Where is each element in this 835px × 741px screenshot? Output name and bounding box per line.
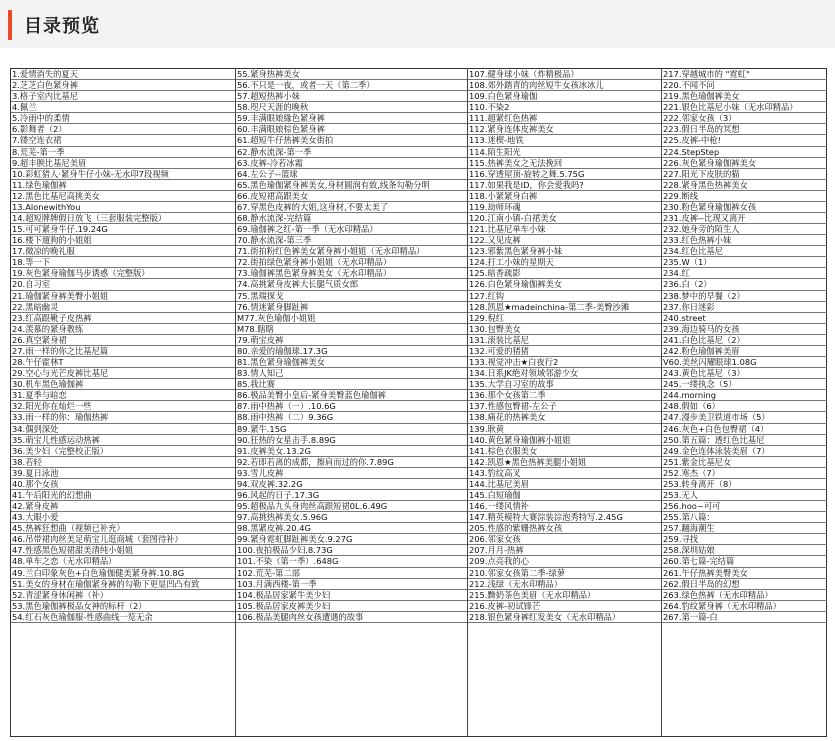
- page-title: 目录预览: [24, 16, 100, 37]
- catalog-entry: 23.红高跟靴子皮热裤: [11, 313, 235, 324]
- catalog-entry: 88.雨中热裤（二）9.36G: [236, 412, 468, 423]
- catalog-entry: 1.爱情消失的夏天: [11, 69, 235, 80]
- catalog-column-2: [235, 69, 468, 736]
- catalog-entry: 51.美女的身材在瑜伽紧身裤的勾勒下更显凹凸有致: [11, 579, 235, 590]
- catalog-entry: 209.点亮我的心: [468, 556, 662, 567]
- catalog-entry: 127.红钩: [468, 291, 662, 302]
- catalog-entry: 70.静水流深-第三季: [236, 235, 468, 246]
- catalog-entry: 227.阳光下皮肤的猫: [662, 169, 827, 180]
- catalog-entry: 66.皮短裙高跟美女: [236, 191, 468, 202]
- catalog-entry: 67.穿黑色皮裤的大姐,这身材,不要太美了: [236, 202, 468, 213]
- catalog-entry: 130.包臀美女: [468, 324, 662, 335]
- catalog-entry: 100.夜拍极品少妇.8.73G: [236, 545, 468, 556]
- catalog-entry: 225.皮裤-中枪!: [662, 135, 827, 146]
- catalog-entry: 212.浅绿（无水印精品）: [468, 579, 662, 590]
- catalog-entry: 147.精英模特大赛淙装淙泡秀特写.2.45G: [468, 512, 662, 523]
- catalog-entry: 21.瑜伽紧身裤美臀小姐姐: [11, 291, 235, 302]
- catalog-entry: 132.可爱的猪猪: [468, 346, 662, 357]
- catalog-entry: 55.紧身热裤美女: [236, 69, 468, 80]
- catalog-entry: 263.绿色热裤（无水印精品）: [662, 590, 827, 601]
- catalog-entry: 247.漫步美卫铁道市场（5）: [662, 412, 827, 423]
- catalog-entry: 239.海边骑马的女孩: [662, 324, 827, 335]
- catalog-entry: 16.楼下遛狗的小姐姐: [11, 235, 235, 246]
- catalog-entry: 128.凯恩★madeinchina-第二季-美臀沙滩: [468, 302, 662, 313]
- catalog-entry: 115.热裤美女之无法挽回: [468, 158, 662, 169]
- catalog-entry: 234.红色比基尼: [662, 246, 827, 257]
- catalog-entry: 111.超紧红色热裤: [468, 113, 662, 124]
- catalog-entry: 238.梦中的早餐（2）: [662, 291, 827, 302]
- catalog-entry: 20.自习室: [11, 279, 235, 290]
- catalog-entry: 40.那个女孩: [11, 479, 235, 490]
- catalog-entry: 102.荒芜-第二部: [236, 568, 468, 579]
- catalog-entry: 235.W（1）: [662, 257, 827, 268]
- catalog-entry: 125.暗香疏影: [468, 268, 662, 279]
- catalog-entry: 146.一缕风情补: [468, 501, 662, 512]
- catalog-entry: 30.机车黑色瑜伽裤: [11, 379, 235, 390]
- catalog-entry: 57.超短热裤小妹: [236, 91, 468, 102]
- catalog-entry: 210.邻家女孩第二季-绿萝: [468, 568, 662, 579]
- catalog-entry: 12.黑色比基尼高挑美女: [11, 191, 235, 202]
- catalog-entry: M78.瞎瞎: [236, 324, 468, 335]
- catalog-entry: 81.黑色紧身瑜伽裤美女: [236, 357, 468, 368]
- catalog-entry: 139.耿黄: [468, 424, 662, 435]
- catalog-entry: 97.高挑热裤美女.5.96G: [236, 512, 468, 523]
- catalog-entry: 79.萌宝皮裤: [236, 335, 468, 346]
- catalog-entry: 243.黄色比基尼（3）: [662, 368, 827, 379]
- catalog-entry: 35.萌宝儿性感运动热裤: [11, 435, 235, 446]
- catalog-entry: 4.佩兰: [11, 102, 235, 113]
- catalog-entry: 59.丰满眼娘緣色紧身裤: [236, 113, 468, 124]
- catalog-entry: 253.转身离开（8）: [662, 479, 827, 490]
- catalog-entry: 34.偶到深处: [11, 424, 235, 435]
- catalog-entry: 89.紧牛.15G: [236, 424, 468, 435]
- catalog-entry: 48.单车之恋（无水印精品）: [11, 556, 235, 567]
- catalog-entry: 98.黑紧皮裤.20.4G: [236, 523, 468, 534]
- catalog-entry: 117.如果我是ID，你会爱我吗?: [468, 180, 662, 191]
- catalog-entry: 83.情人知己: [236, 368, 468, 379]
- catalog-entry: 133.视觉冲击★白夜行2: [468, 357, 662, 368]
- catalog-entry: 76.情迷紧身脚趾裤: [236, 302, 468, 313]
- catalog-entry: 45.热裤狂想曲（视频已补充）: [11, 523, 235, 534]
- catalog-entry: 80.亲爱的瑜伽球.17.3G: [236, 346, 468, 357]
- catalog-entry: 74.高挑紧身皮裤大长腿气质女郎: [236, 279, 468, 290]
- catalog-entry: 46.吊带裙肉丝美足萌宝儿逛商城（套图待补）: [11, 534, 235, 545]
- catalog-entry: 18.等一下: [11, 257, 235, 268]
- catalog-entry: 143.豹纹高叉: [468, 468, 662, 479]
- catalog-entry: 205.性感的紫姗热裤女孩: [468, 523, 662, 534]
- catalog-entry: 91.皮裤美女.13.2G: [236, 446, 468, 457]
- catalog-entry: 11.绿色瑜伽裤: [11, 180, 235, 191]
- catalog-entry: 38.若轻: [11, 457, 235, 468]
- catalog-entry: 93.雪儿皮裤: [236, 468, 468, 479]
- catalog-entry: 226.灰色紧身瑜伽裤美女: [662, 158, 827, 169]
- catalog-entry: 72.街拍绿色紧身裤小姐姐（无水印精品）: [236, 257, 468, 268]
- catalog-entry: 53.黑色瑜伽裤极品女神的标杆（2）: [11, 601, 235, 612]
- catalog-entry: 222.邻家女孩（3）: [662, 113, 827, 124]
- catalog-entry: 142.凯恩★黑色热裤美腿小姐姐: [468, 457, 662, 468]
- catalog-entry: 218.银色紧身裤红发美女（无水印精品）: [468, 612, 662, 623]
- catalog-entry: 126.白色紧身瑜伽裤美女: [468, 279, 662, 290]
- catalog-entry: 101.不染（第一季）.648G: [236, 556, 468, 567]
- catalog-entry: 144.比基尼美眉: [468, 479, 662, 490]
- catalog-entry: 65.黑色瑜伽紧身裤美女,身材圆润有致,线条勾勒分明: [236, 180, 468, 191]
- catalog-entry: 261.午仔热裤美臀美女: [662, 568, 827, 579]
- catalog-entry: 242.粉色瑜伽裤美眉: [662, 346, 827, 357]
- catalog-entry: 113.迷楔-地铁: [468, 135, 662, 146]
- catalog-entry: 259.寻找: [662, 534, 827, 545]
- catalog-entry: 138.痛花的热裤美女: [468, 412, 662, 423]
- catalog-entry: 6.影舞者（2）: [11, 124, 235, 135]
- catalog-entry: 19.灰色紧身瑜伽马步诱惑（完整版）: [11, 268, 235, 279]
- catalog-entry: 42.紧身皮裤: [11, 501, 235, 512]
- catalog-entry: 94.双皮裤.32.2G: [236, 479, 468, 490]
- catalog-entry: 52.青涩紧身休闲裤（补）: [11, 590, 235, 601]
- catalog-entry: 134.日系JK绝对领域邻游少女: [468, 368, 662, 379]
- catalog-entry: 145.白短瑜伽: [468, 490, 662, 501]
- catalog-entry: 99.紧身霓虹脚趾裤美女.9.27G: [236, 534, 468, 545]
- catalog-entry: 219.黑色瑜伽裤美女: [662, 91, 827, 102]
- catalog-entry: 27.雨一样的你之比基尼篇: [11, 346, 235, 357]
- catalog-entry: 8.荒芜-第一季: [11, 147, 235, 158]
- catalog-entry: 71.街拍粉红色裤美女紧身裤小姐姐（无水印精品）: [236, 246, 468, 257]
- catalog-entry: 3.格子室内比基尼: [11, 91, 235, 102]
- catalog-entry: 108.郊外踏青的肉丝短牛女孩冰冰儿: [468, 80, 662, 91]
- catalog-entry: 122.又见皮裤: [468, 235, 662, 246]
- catalog-entry: 28.午仔霍林T: [11, 357, 235, 368]
- catalog-entry: 75.黑瑞探戈: [236, 291, 468, 302]
- catalog-entry: 24.羡慕的紧身教练: [11, 324, 235, 335]
- catalog-entry: 26.真空紧身裙: [11, 335, 235, 346]
- catalog-entry: 237.你日迷彩: [662, 302, 827, 313]
- catalog-entry: 22.黑暗幽灵: [11, 302, 235, 313]
- catalog-entry: 251.紫金比基尼女: [662, 457, 827, 468]
- catalog-entry: 112.紧身连体皮裤美女: [468, 124, 662, 135]
- catalog-entry: 245.一缕执念（5）: [662, 379, 827, 390]
- catalog-entry: 216.皮裤-初试锋芒: [468, 601, 662, 612]
- catalog-entry: 41.午后阳光的幻想曲: [11, 490, 235, 501]
- catalog-entry: 124.打工小妹的星期天: [468, 257, 662, 268]
- catalog-entry: 86.极品美臀小皇后-紧身美臀蓝色瑜伽裤: [236, 390, 468, 401]
- catalog-entry: 85.我比赛: [236, 379, 468, 390]
- catalog-entry: 267.第一篇-白: [662, 612, 827, 623]
- catalog-entry: 58.咫尺天涯的晚秋: [236, 102, 468, 113]
- catalog-entry: 114.陌生阳光: [468, 147, 662, 158]
- catalog-entry: 244.morning: [662, 390, 827, 401]
- catalog-entry: 10.彩虹猎人·紧身牛仔小妹-无水印7段视频: [11, 169, 235, 180]
- catalog-entry: 262.假日半岛的幻想: [662, 579, 827, 590]
- catalog-entry: M77.灰色瑜伽小姐姐: [236, 313, 468, 324]
- catalog-entry: 256.hoo~可可: [662, 501, 827, 512]
- catalog-entry: 264.豹纹紧身裤（无水印精品）: [662, 601, 827, 612]
- catalog-entry: 234.红: [662, 268, 827, 279]
- catalog-entry: 90.狂热的女星击手.8.89G: [236, 435, 468, 446]
- catalog-entry: 206.邻家女孩: [468, 534, 662, 545]
- catalog-entry: 64.左公子--篮球: [236, 169, 468, 180]
- catalog-column-4: [661, 69, 827, 736]
- catalog-entry: 253.无人: [662, 490, 827, 501]
- catalog-entry: 43.大眼小爱: [11, 512, 235, 523]
- catalog-entry: 87.雨中热裤（一）.10.6G: [236, 401, 468, 412]
- catalog-entry: 104.极品居家紧牛美少妇: [236, 590, 468, 601]
- catalog-entry: 258.深圳姑娘: [662, 545, 827, 556]
- catalog-entry: 103.月满西楼-第一季: [236, 579, 468, 590]
- catalog-entry: 220.不闻不问: [662, 80, 827, 91]
- catalog-entry: 137.性感包臀裙-左公子: [468, 401, 662, 412]
- catalog-entry: 230.粉色紧身瑜伽裤女孩: [662, 202, 827, 213]
- catalog-entry: 39.夏日泳池: [11, 468, 235, 479]
- catalog-entry: 221.银色比基尼小妹（无水印精品）: [662, 102, 827, 113]
- catalog-entry: 248.假如（6）: [662, 401, 827, 412]
- catalog-entry: 246.灰色+白色包臀裙（4）: [662, 424, 827, 435]
- catalog-entry: 229.断线: [662, 191, 827, 202]
- catalog-entry: 207.月月-热裤: [468, 545, 662, 556]
- catalog-entry: 36.美少妇（完整校正版）: [11, 446, 235, 457]
- catalog-entry: 141.棕色衣服美女: [468, 446, 662, 457]
- catalog-entry: 109.白色紧身瑜伽: [468, 91, 662, 102]
- catalog-entry: 140.黄色紧身瑜伽裤小姐姐: [468, 435, 662, 446]
- catalog-entry: 63.皮裤-冷若冰霜: [236, 158, 468, 169]
- catalog-entry: 49.兰白印象灰色+白色瑜伽健美紧身裤.10.8G: [11, 568, 235, 579]
- catalog-entry: 240.street: [662, 313, 827, 324]
- catalog-entry: 32.阳光你在灿烂一些: [11, 401, 235, 412]
- accent-bar: [8, 10, 12, 40]
- catalog-entry: 96.风起的日子.17.3G: [236, 490, 468, 501]
- catalog-entry: 62.静水流深-第一季: [236, 147, 468, 158]
- catalog-entry: 249.金色连体泳装美眉（7）: [662, 446, 827, 457]
- catalog-entry: 260.第七篇-完结篇: [662, 556, 827, 567]
- section-header: [0, 0, 835, 48]
- catalog-entry: 120.江南小镇-白裙美女: [468, 213, 662, 224]
- catalog-entry: 233.红色热裤小妹: [662, 235, 827, 246]
- catalog-entry: 232.她身旁的陌生人: [662, 224, 827, 235]
- catalog-column-1: [11, 69, 235, 736]
- catalog-entry: 56.不只是一夜，或者一天（第二季）: [236, 80, 468, 91]
- catalog-entry: 17.微凉的晚礼服: [11, 246, 235, 257]
- catalog-entry: 223.假日半岛的冥想: [662, 124, 827, 135]
- catalog-entry: 106.极品美腿肉丝女孩遭遇的故事: [236, 612, 468, 623]
- catalog-entry: 95.超极品九头身肉丝高跟短裙0L.6.49G: [236, 501, 468, 512]
- catalog-entry: 31.夏季与暗恋: [11, 390, 235, 401]
- catalog-entry: 92.若即若离的成都，擦肩而过的你.7.89G: [236, 457, 468, 468]
- catalog-entry: 54.红石灰色瑜伽服-性感曲线一览无余: [11, 612, 235, 623]
- catalog-entry: 61.超短牛仔热裤美女街拍: [236, 135, 468, 146]
- catalog-entry: 73.瑜伽裤黑色紧身裤美女（无水印精品）: [236, 268, 468, 279]
- catalog-entry: 69.瑜伽裤之红-第一季（无水印精品）: [236, 224, 468, 235]
- catalog-entry: 107.健身球小妹（炸精极品）: [468, 69, 662, 80]
- catalog-entry: 110.不染2: [468, 102, 662, 113]
- catalog-entry: 231.皮裤--比现又离开: [662, 213, 827, 224]
- catalog-entry: 5.冷雨中的柔情: [11, 113, 235, 124]
- catalog-entry: 236.白（2）: [662, 279, 827, 290]
- catalog-entry: 2.芝芝白色紧身裤: [11, 80, 235, 91]
- catalog-entry: 118.小紧紧身白裤: [468, 191, 662, 202]
- catalog-entry: 250.第五篇：透红色比基尼: [662, 435, 827, 446]
- catalog-entry: 116.穿透屋顶-旋转之舞.5.75G: [468, 169, 662, 180]
- catalog-entry: 15.可可紧身牛仔.19.24G: [11, 224, 235, 235]
- catalog-entry: 136.那个女孩第二季: [468, 390, 662, 401]
- catalog-entry: 14.超短牌牌假日放飞（三套服装完整版）: [11, 213, 235, 224]
- catalog-entry: 13.AlonewithYou: [11, 202, 235, 213]
- catalog-entry: 29.空心与光芒皮裤比基尼: [11, 368, 235, 379]
- catalog-entry: 257.翻海潮生: [662, 523, 827, 534]
- catalog-entry: 68.静水流深-完结篇: [236, 213, 468, 224]
- catalog-entry: 217.穿越城市的 "霓虹": [662, 69, 827, 80]
- catalog-entry: V60.美丝闪耀眼球1.08G: [662, 357, 827, 368]
- catalog-entry: 255.第八篇：: [662, 512, 827, 523]
- catalog-entry: 241.白色比基尼（2）: [662, 335, 827, 346]
- catalog-entry: 123.邪紫黑色紧身裤小妹: [468, 246, 662, 257]
- catalog-column-3: [467, 69, 662, 736]
- catalog-entry: 224.StepStep: [662, 147, 827, 158]
- catalog-entry: 9.超丰腴比基尼美眉: [11, 158, 235, 169]
- catalog-entry: 121.比基尼单车小妹: [468, 224, 662, 235]
- catalog-entry: 252.寒杰（7）: [662, 468, 827, 479]
- catalog-entry: 131.滚装比基尼: [468, 335, 662, 346]
- catalog-entry: 228.紧身黑色热裤美女: [662, 180, 827, 191]
- catalog-entry: 47.性感黑色短裙甜美清纯小姐姐: [11, 545, 235, 556]
- catalog-entry: 129.倪红: [468, 313, 662, 324]
- catalog-entry: 215.黝奶茶色美眉（无水印精品）: [468, 590, 662, 601]
- catalog-entry: 7.镂空连衣裙: [11, 135, 235, 146]
- catalog-entry: 119.劫师环魂: [468, 202, 662, 213]
- catalog-entry: 60.丰满眼娘棕色紧身裤: [236, 124, 468, 135]
- catalog-entry: 105.极品居家皮裤美少妇: [236, 601, 468, 612]
- catalog-table: [10, 68, 827, 737]
- catalog-entry: 135.大学自习室的故事: [468, 379, 662, 390]
- catalog-entry: 33.雨一样的你：瑜伽热裤: [11, 412, 235, 423]
